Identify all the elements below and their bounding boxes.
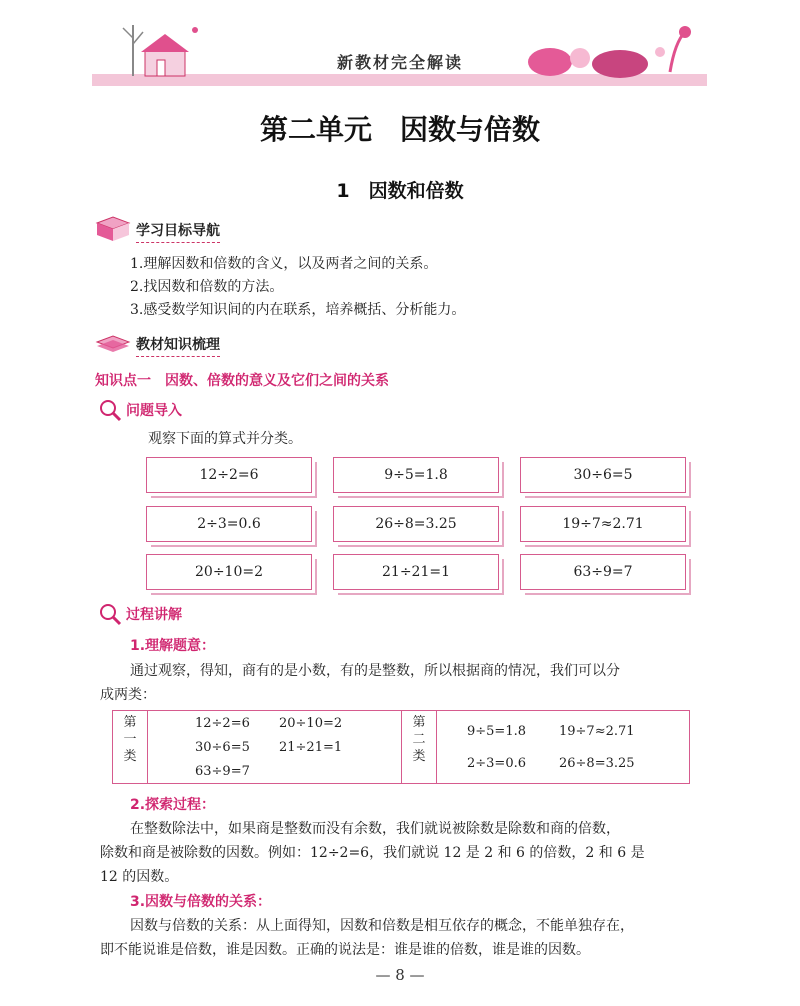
class-item: 9÷5=1.8 [467, 724, 527, 739]
equation-box: 21÷21=1 [333, 554, 499, 590]
page-number: — 8 — [375, 966, 425, 984]
class-item: 2÷3=0.6 [467, 756, 527, 771]
label-char: 第 [123, 715, 137, 730]
book-icon [95, 215, 131, 241]
equation-box: 30÷6=5 [520, 457, 686, 493]
equation-box: 2÷3=0.6 [146, 506, 312, 542]
books-stack-icon [95, 330, 131, 354]
class-item: 30÷6=5 [195, 740, 250, 755]
second-class-label [402, 711, 436, 783]
classification-table [112, 710, 690, 784]
class-item: 26÷8=3.25 [559, 756, 635, 771]
knowledge-heading: 教材知识梳理 [136, 334, 220, 357]
class-item: 20÷10=2 [279, 716, 343, 731]
knowledge-point-title: 知识点一 因数、倍数的意义及它们之间的关系 [95, 373, 389, 389]
label-char: 二 [412, 732, 426, 747]
equation-box: 26÷8=3.25 [333, 506, 499, 542]
equation-box: 19÷7≈2.71 [520, 506, 686, 542]
step2-title: 2.探索过程： [130, 797, 216, 813]
goal-item: 1.理解因数和倍数的含义，以及两者之间的关系。 [130, 256, 438, 272]
label-char: 类 [123, 749, 137, 764]
intro-text: 观察下面的算式并分类。 [148, 431, 302, 447]
series-title: 新教材完全解读 [336, 53, 463, 72]
divider [147, 711, 148, 783]
class-item: 12÷2=6 [195, 716, 250, 731]
equation-box: 20÷10=2 [146, 554, 312, 590]
step2-text: 12 的因数。 [100, 869, 179, 885]
lesson-title: 1 因数和倍数 [336, 180, 464, 202]
divider [436, 711, 437, 783]
step3-title: 3.因数与倍数的关系： [130, 894, 272, 910]
goals-heading: 学习目标导航 [136, 220, 220, 243]
process-label: 过程讲解 [126, 607, 182, 623]
equation-box: 63÷9=7 [520, 554, 686, 590]
goal-item: 2.找因数和倍数的方法。 [130, 279, 284, 295]
intro-label: 问题导入 [126, 403, 182, 419]
equation-box: 9÷5=1.8 [333, 457, 499, 493]
step1-title: 1.理解题意： [130, 638, 216, 654]
class-item: 19÷7≈2.71 [559, 724, 635, 739]
label-char: 一 [123, 732, 137, 747]
class-item: 63÷9=7 [195, 764, 250, 779]
magnifier-icon [98, 602, 122, 626]
step3-text: 即不能说谁是倍数，谁是因数。正确的说法是：谁是谁的倍数，谁是谁的因数。 [100, 942, 590, 958]
magnifier-icon [98, 398, 122, 422]
first-class-label [113, 711, 147, 783]
step3-text: 因数与倍数的关系：从上面得知，因数和倍数是相互依存的概念，不能单独存在， [130, 918, 634, 934]
step2-text: 在整数除法中，如果商是整数而没有余数，我们就说被除数是除数和商的倍数， [130, 821, 620, 837]
step1-text: 成两类： [100, 687, 156, 703]
label-char: 类 [412, 749, 426, 764]
goal-item: 3.感受数学知识间的内在联系，培养概括、分析能力。 [130, 302, 466, 318]
equation-box: 12÷2=6 [146, 457, 312, 493]
step1-text: 通过观察，得知，商有的是小数，有的是整数，所以根据商的情况，我们可以分 [130, 663, 620, 679]
label-char: 第 [412, 715, 426, 730]
step2-text: 除数和商是被除数的因数。例如：12÷2=6，我们就说 12 是 2 和 6 的倍数，2 和 6 是 [100, 845, 645, 861]
unit-title: 第二单元 因数与倍数 [259, 113, 540, 146]
class-item: 21÷21=1 [279, 740, 343, 755]
